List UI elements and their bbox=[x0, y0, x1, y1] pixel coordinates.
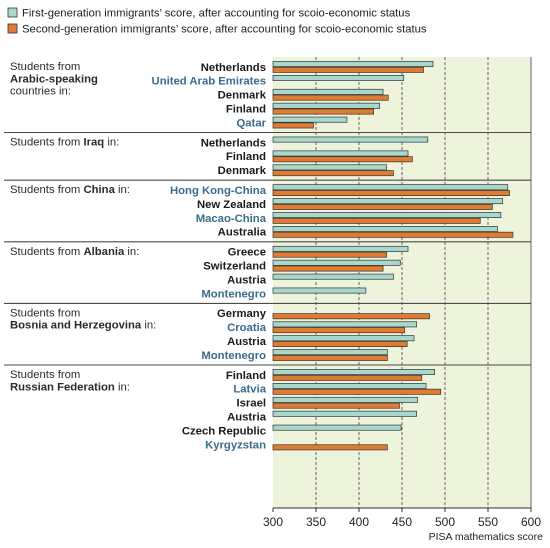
country-label: Macao-China bbox=[195, 212, 266, 225]
group-label-part: Bosnia and Herzegovina bbox=[10, 319, 142, 332]
group-label-part: Students from bbox=[10, 307, 81, 320]
country-label: United Arab Emirates bbox=[151, 75, 266, 88]
group-label-part: in: bbox=[114, 381, 130, 394]
bar-second-generation bbox=[273, 123, 313, 128]
group-label-part: Russian Federation bbox=[10, 381, 115, 394]
bar-first-generation bbox=[273, 336, 414, 341]
bar-first-generation bbox=[273, 226, 497, 231]
bar-first-generation bbox=[273, 260, 400, 265]
country-label: Latvia bbox=[233, 383, 266, 396]
x-tick-label: 600 bbox=[520, 515, 542, 529]
group-label-line bbox=[10, 137, 119, 149]
bar-first-generation bbox=[273, 89, 383, 94]
country-label: Germany bbox=[217, 308, 266, 321]
group-label-line bbox=[10, 86, 71, 98]
group-label-part: in: bbox=[124, 245, 140, 258]
bar-second-generation bbox=[273, 252, 387, 257]
country-label: Czech Republic bbox=[181, 425, 266, 438]
bar-second-generation bbox=[273, 157, 412, 162]
bar-second-generation bbox=[273, 218, 480, 223]
bar-second-generation bbox=[273, 389, 441, 394]
country-label: Australia bbox=[217, 226, 266, 239]
group-label-line bbox=[10, 184, 130, 196]
bar-first-generation bbox=[273, 288, 366, 293]
country-label: Finland bbox=[225, 151, 266, 164]
bar-first-generation bbox=[273, 61, 433, 66]
bar-second-generation bbox=[273, 109, 374, 114]
bar-first-generation bbox=[273, 212, 501, 217]
bar-second-generation bbox=[273, 232, 513, 237]
legend-swatch-2 bbox=[8, 24, 17, 33]
bar-second-generation bbox=[273, 190, 510, 195]
bar-first-generation bbox=[273, 137, 428, 142]
group-label-part: countries in: bbox=[10, 85, 71, 98]
bar-first-generation bbox=[273, 425, 401, 430]
x-tick-label: 400 bbox=[348, 515, 370, 529]
country-label: Montenegro bbox=[201, 349, 266, 362]
bar-first-generation bbox=[273, 185, 508, 190]
group-label-line bbox=[10, 320, 156, 332]
legend-swatch-1 bbox=[8, 8, 17, 17]
group-label-line bbox=[10, 73, 98, 85]
bar-second-generation bbox=[273, 204, 492, 209]
group-label-line bbox=[10, 369, 80, 381]
bar-second-generation bbox=[273, 266, 383, 271]
bar-first-generation bbox=[273, 117, 347, 122]
group-label-part: in: bbox=[114, 184, 130, 197]
x-tick-label: 300 bbox=[262, 515, 284, 529]
country-label: Netherlands bbox=[200, 61, 266, 74]
bar-second-generation bbox=[273, 171, 393, 176]
x-tick-label: 550 bbox=[477, 515, 499, 529]
country-label: Finland bbox=[225, 103, 266, 116]
bar-second-generation bbox=[273, 314, 430, 319]
bar-first-generation bbox=[273, 397, 417, 402]
bar-second-generation bbox=[273, 375, 422, 380]
bar-first-generation bbox=[273, 322, 417, 327]
bar-first-generation bbox=[273, 274, 393, 279]
bar-second-generation bbox=[273, 355, 387, 360]
group-label-line bbox=[10, 381, 130, 393]
bar-second-generation bbox=[273, 67, 424, 72]
x-tick-label: 450 bbox=[391, 515, 413, 529]
group-label-line bbox=[10, 246, 139, 258]
group-label-part: Students from bbox=[10, 245, 84, 258]
bar-first-generation bbox=[273, 199, 503, 204]
group-label-part: Students from bbox=[10, 136, 84, 149]
country-label: Finland bbox=[225, 369, 266, 382]
group-label-line bbox=[10, 307, 80, 319]
bar-first-generation bbox=[273, 369, 435, 374]
country-label: Israel bbox=[236, 397, 266, 410]
country-label: Qatar bbox=[236, 117, 266, 130]
group-label-line bbox=[10, 61, 80, 73]
country-label: Croatia bbox=[227, 322, 266, 335]
country-label: Montenegro bbox=[201, 288, 266, 301]
x-axis-label: PISA mathematics score bbox=[428, 531, 543, 543]
bar-first-generation bbox=[273, 411, 417, 416]
country-label: Hong Kong-China bbox=[169, 184, 266, 197]
bar-second-generation bbox=[273, 445, 387, 450]
bar-first-generation bbox=[273, 350, 387, 355]
country-label: Switzerland bbox=[203, 260, 266, 273]
country-label: New Zealand bbox=[196, 198, 266, 211]
group-label-part: in: bbox=[141, 319, 157, 332]
country-label: Denmark bbox=[217, 89, 266, 102]
bar-second-generation bbox=[273, 328, 405, 333]
country-label: Kyrgyzstan bbox=[205, 439, 266, 452]
country-label: Austria bbox=[227, 335, 266, 348]
x-tick-label: 500 bbox=[434, 515, 456, 529]
legend-label-2: Second-generation immigrants’ score, after accounting for scoio-economic status bbox=[22, 23, 427, 36]
group-label-part: Students from bbox=[10, 369, 81, 381]
group-label-part: Arabic-speaking bbox=[10, 73, 98, 86]
bar-second-generation bbox=[273, 341, 407, 346]
country-label: Netherlands bbox=[200, 137, 266, 150]
legend-label-1: First-generation immigrants’ score, after accounting for scoio-economic status bbox=[22, 7, 411, 20]
group-label-part: in: bbox=[104, 136, 120, 149]
group-label-part: Iraq bbox=[83, 136, 105, 149]
group-label-part: Albania bbox=[83, 245, 125, 258]
bar-first-generation bbox=[273, 75, 404, 80]
bar-first-generation bbox=[273, 151, 408, 156]
group-label-part: Students from bbox=[10, 184, 84, 197]
country-label: Austria bbox=[227, 411, 266, 424]
x-tick-label: 350 bbox=[305, 515, 327, 529]
bar-second-generation bbox=[273, 403, 399, 408]
bar-first-generation bbox=[273, 383, 426, 388]
bar-first-generation bbox=[273, 103, 380, 108]
group-label-part: China bbox=[83, 184, 115, 197]
bar-first-generation bbox=[273, 246, 408, 251]
country-label: Austria bbox=[227, 274, 266, 287]
country-label: Denmark bbox=[217, 165, 266, 178]
bar-first-generation bbox=[273, 165, 387, 170]
country-label: Greece bbox=[227, 246, 266, 259]
group-label-part: Students from bbox=[10, 61, 81, 73]
bar-second-generation bbox=[273, 95, 388, 100]
